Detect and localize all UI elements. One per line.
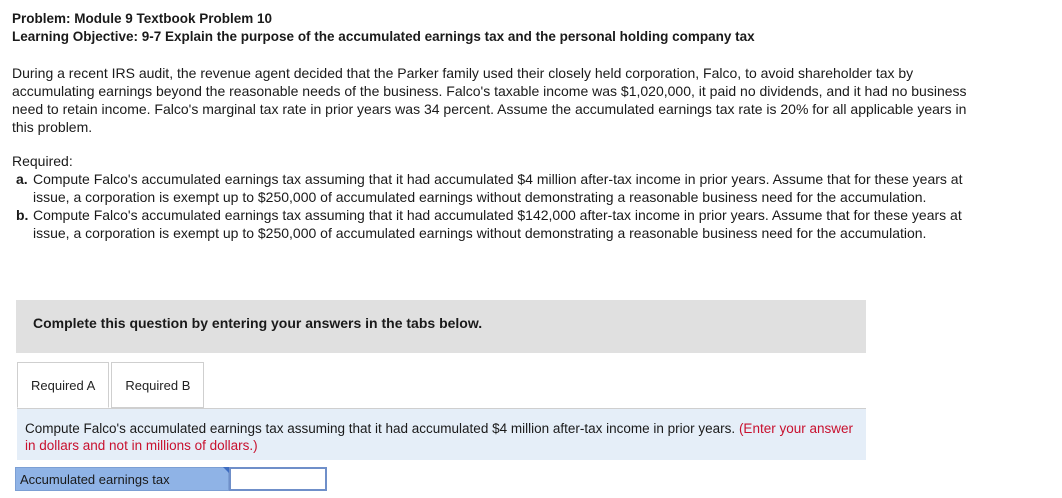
- required-item-b: [12, 206, 972, 242]
- tab-required-a[interactable]: Required A: [17, 362, 109, 408]
- required-text-b: Compute Falco's accumulated earnings tax assuming that it had accumulated $142,000 after-tax income in prior years. Assume that for these years at issue, a corporation is exempt up to $250,000 of accumulated earnings without demonstrating a reasonable business need for the accumulation.: [33, 207, 962, 241]
- learning-objective: Learning Objective: 9-7 Explain the purpose of the accumulated earnings tax and the personal holding company tax: [12, 29, 755, 44]
- accumulated-earnings-tax-input[interactable]: [229, 467, 327, 491]
- required-item-a: [12, 170, 972, 206]
- tab-required-b[interactable]: Required B: [111, 362, 204, 408]
- answer-tabs: [17, 362, 204, 408]
- required-text-a: Compute Falco's accumulated earnings tax assuming that it had accumulated $4 million after-tax income in prior years. Assume that for these years at issue, a corporation is exempt up to $250,000 of accumulated earnings without demonstrating a reasonable business need for the accumulation.: [33, 171, 963, 205]
- instruction-banner: [16, 300, 866, 353]
- answer-label-text: Accumulated earnings tax: [20, 472, 170, 487]
- required-marker-a: a.: [16, 171, 28, 187]
- tab-note: (Enter your answer in dollars and not in millions of dollars.): [25, 421, 853, 453]
- required-marker-b: b.: [16, 207, 29, 223]
- answer-row: [15, 467, 327, 491]
- tab-content-panel: [17, 408, 866, 460]
- problem-title: Problem: Module 9 Textbook Problem 10: [12, 11, 273, 26]
- corner-flag-icon: [223, 467, 229, 473]
- answer-label: [15, 467, 229, 491]
- instruction-text: Complete this question by entering your answers in the tabs below.: [33, 315, 483, 331]
- required-section: [12, 152, 972, 242]
- problem-header: [12, 10, 755, 46]
- problem-description: During a recent IRS audit, the revenue agent decided that the Parker family used their closely held corporation, Falco, to avoid shareholder tax by accumulating earnings beyond the reasonable needs of the business. Falco's taxable income was $1,020,000, it paid no dividends, and it had no business need to retain income. Falco's marginal tax rate in prior years was 34 percent. Assume the accumulated earnings tax rate is 20% for all applicable years in this problem.: [12, 65, 967, 135]
- tab-prompt: Compute Falco's accumulated earnings tax assuming that it had accumulated $4 million after-tax income in prior years.: [25, 421, 736, 436]
- required-heading: Required:: [12, 153, 73, 169]
